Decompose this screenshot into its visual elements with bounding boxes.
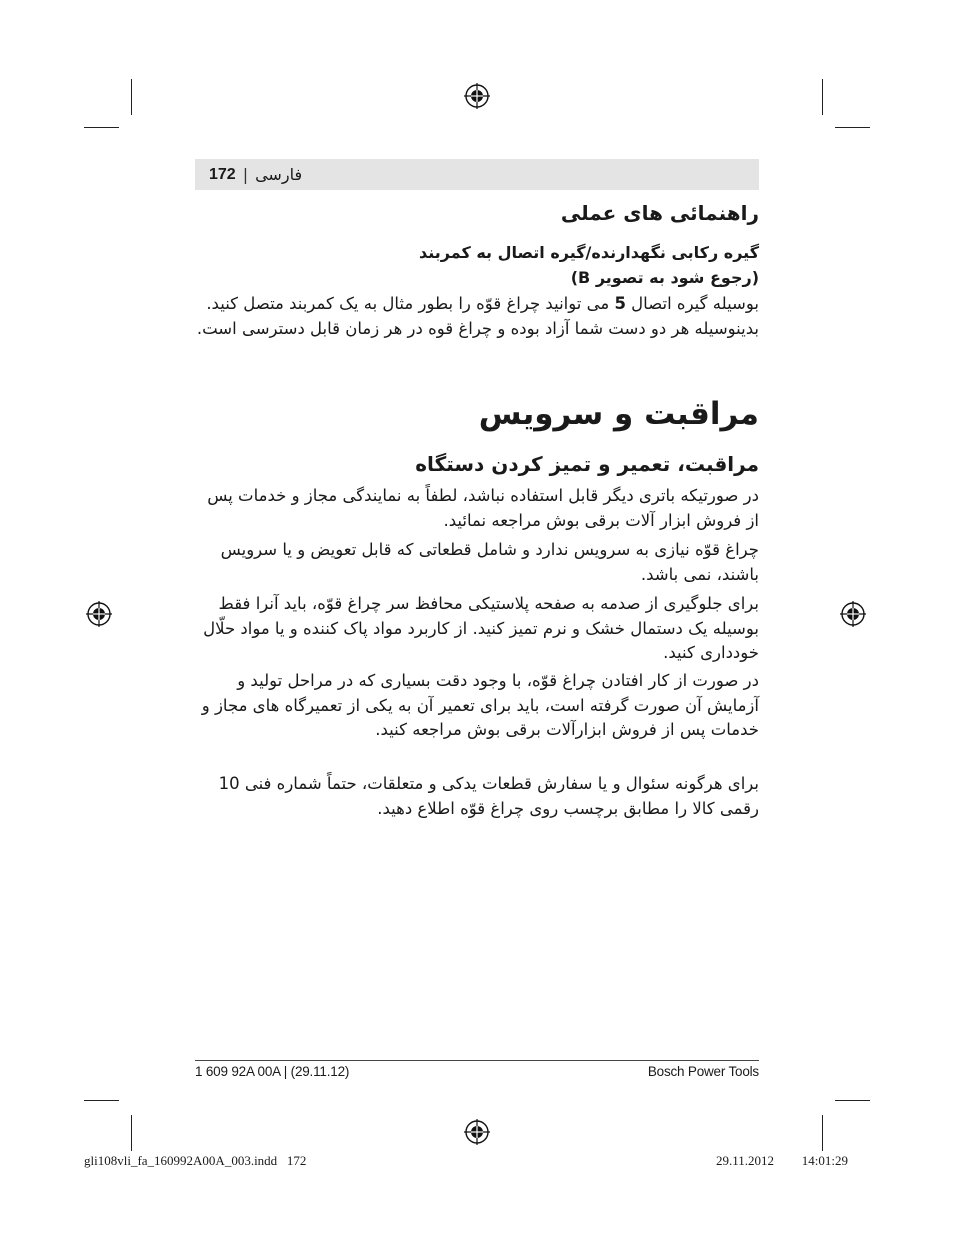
practical-subtitle-line: (رجوع شود به تصویر B): [570, 268, 759, 287]
practical-title: راهنمائی های عملی: [560, 201, 759, 225]
subsection-title: مراقبت، تعمیر و تمیز کردن دستگاه: [415, 452, 759, 476]
slug-datetime: 29.11.2012 14:01:29: [716, 1153, 848, 1168]
registration-mark-icon: [86, 601, 112, 627]
slug-file: gli108vli_fa_160992A00A_003.indd 172: [84, 1153, 307, 1168]
page-number: 172: [209, 165, 236, 183]
registration-mark-icon: [464, 83, 490, 109]
registration-mark-icon: [840, 601, 866, 627]
service-paragraph: برای جلوگیری از صدمه به صفحه پلاستیکی محافظ سر چراغ قوّه، باید آنرا فقط بوسیله یک دستمال خشک و نرم تمیز کنید. از کاربرد مواد پاک کننده و یا مواد حلّال خودداری کنید.: [203, 594, 759, 662]
registration-mark-icon: [464, 1119, 490, 1145]
footer-rule: [195, 1060, 759, 1061]
crop-mark: [835, 1100, 870, 1101]
service-paragraph: در صورتیکه باتری دیگر قابل استفاده نباشد، لطفاً به نمایندگی مجاز و خدمات پس از فروش ابزار آلات برقی بوش مراجعه نمائید.: [207, 486, 759, 530]
practical-subtitle: [196, 240, 759, 290]
header-separator: |: [242, 165, 249, 184]
crop-mark: [822, 79, 823, 115]
crop-mark: [131, 79, 132, 115]
page-header: [195, 159, 759, 190]
service-paragraph: در صورت از کار افتادن چراغ قوّه، با وجود دقت بسیاری که در مراحل تولید و آزمایش آن صورت گرفته است، باید برای تعمیر آن به یکی از تعمیرگاه های مجاز و خدمات پس از فروش ابزارآلات برقی بوش مراجعه کنید.: [201, 671, 759, 739]
crop-mark: [822, 1115, 823, 1151]
paragraph-text: می توانید چراغ قوّه را بطور مثال به یک کمربند متصل کنید. بدینوسیله هر دو دست شما آزاد بوده و چراغ قوه در هر زمان قابل دسترسی است.: [196, 294, 759, 338]
crop-mark: [84, 127, 119, 128]
figure-ref-number: 5: [614, 294, 626, 313]
crop-mark: [84, 1100, 119, 1101]
practical-subtitle-line: گیره رکابی نگهدارنده/گیره اتصال به کمربند: [418, 243, 759, 262]
crop-mark: [835, 127, 870, 128]
section-title: مراقبت و سرویس: [478, 396, 759, 432]
language-label: فارسی: [255, 165, 303, 184]
doc-number: 1 609 92A 00A | (29.11.12): [195, 1064, 350, 1079]
crop-mark: [131, 1115, 132, 1151]
paragraph-text: بوسیله گیره اتصال: [625, 294, 759, 313]
service-paragraph: چراغ قوّه نیازی به سرویس ندارد و شامل قطعاتی که قابل تعویض و یا سرویس باشند، نمی باشد.: [220, 540, 759, 584]
brand-label: Bosch Power Tools: [647, 1064, 759, 1079]
service-paragraph: برای هرگونه سئوال و یا سفارش قطعات یدکی و متعلقات، حتماً شماره فنی 10 رقمی کالا را مطابق برچسب روی چراغ قوّه اطلاع دهید.: [218, 774, 759, 818]
practical-paragraph: [196, 292, 759, 341]
